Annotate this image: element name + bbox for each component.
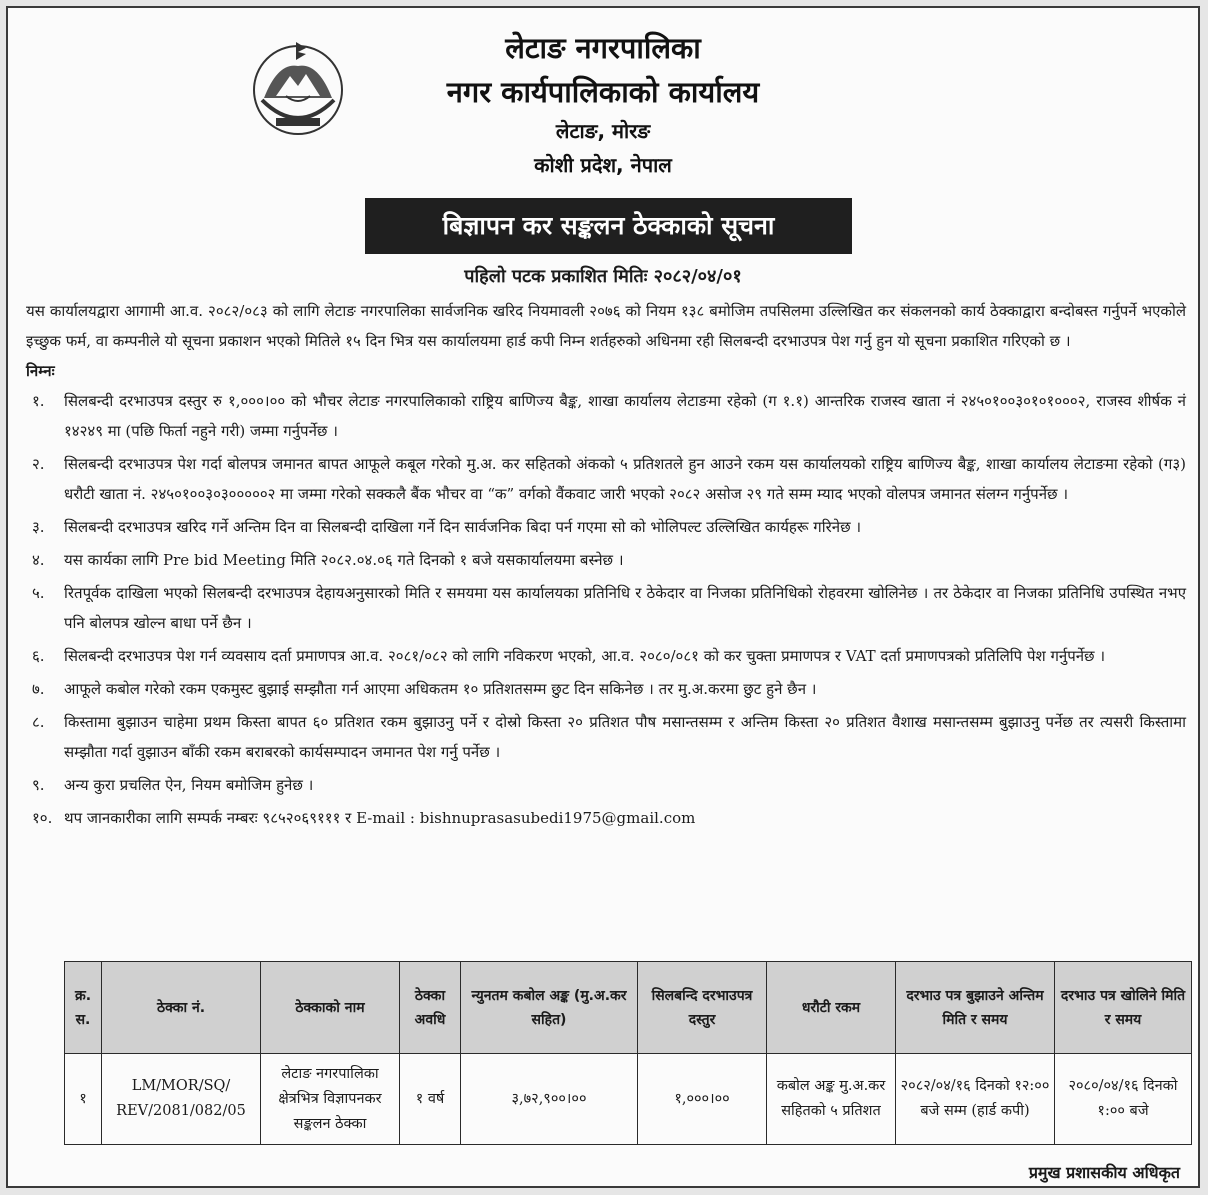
cell-bid-security: कबोल अङ्क मु.अ.कर सहितको ५ प्रतिशत [767, 1054, 896, 1145]
condition-text: अन्य कुरा प्रचलित ऐन, नियम बमोजिम हुनेछ । [64, 776, 314, 794]
cell-bid-fee: १,०००।०० [638, 1054, 767, 1145]
signatory-title: प्रमुख प्रशासकीय अधिकृत [1028, 1163, 1180, 1182]
condition-number: ६. [32, 647, 45, 665]
conditions-label: निम्नः [26, 362, 55, 380]
col-header-bid-security: धरौटी रकम [767, 962, 896, 1054]
published-date: पहिलो पटक प्रकाशित मितिः २०८२/०४/०१ [464, 266, 742, 287]
notice-body [26, 296, 1186, 836]
col-header-opening-date: दरभाउ पत्र खोलिने मिति र समय [1055, 962, 1192, 1054]
condition-text: यस कार्यका लागि Pre bid Meeting मिति २०८२.०४.०६ गते दिनको १ बजे यसकार्यालयमा बस्नेछ । [64, 551, 624, 569]
condition-number: १०. [32, 809, 53, 827]
contact-text: थप जानकारीका लागि सम्पर्क नम्बरः ९८५२०६९१११ र E-mail : bishnuprasasubedi1975@gmail.com [64, 809, 696, 827]
condition-text: सिलबन्दी दरभाउपत्र खरिद गर्ने अन्तिम दिन वा सिलबन्दी दाखिला गर्ने दिन सार्वजनिक बिदा पर्न गएमा सो को भोलिपल्ट उल्लिखित कार्यहरू गरिनेछ । [64, 518, 862, 536]
cell-submission-deadline: २०८२/०४/१६ दिनको १२:०० बजे सम्म (हार्ड कपी) [896, 1054, 1055, 1145]
office-name: नगर कार्यपालिकाको कार्यालय [446, 75, 760, 109]
condition-item [26, 578, 1186, 638]
cell-duration: १ वर्ष [400, 1054, 461, 1145]
office-province: कोशी प्रदेश, नेपाल [534, 153, 672, 177]
condition-number: ९. [32, 776, 45, 794]
cell-opening-date: २०८०/०४/१६ दिनको १:०० बजे [1055, 1054, 1192, 1145]
cell-contract-name: लेटाङ नगरपालिका क्षेत्रभित्र विज्ञापनकर सङ्कलन ठेक्का [261, 1054, 400, 1145]
condition-text: किस्तामा बुझाउन चाहेमा प्रथम किस्ता बापत ६० प्रतिशत रकम बुझाउनु पर्ने र दोस्रो किस्ता २० प्रतिशत पौष मसान्तसम्म र अन्तिम किस्ता २० प्रतिशत वैशाख मसान्तसम्म बुझाउनु पर्नेछ तर त्यसरी किस्तामा सम्झौता गर्दा वुझाउन बाँकी रकम बराबरको कार्यसम्पादन जमानत पेश गर्नु पर्नेछ । [64, 713, 1186, 761]
condition-number: ७. [32, 680, 45, 698]
condition-item [26, 707, 1186, 767]
col-header-min-bid: न्युनतम कबोल अङ्क (मु.अ.कर सहित) [461, 962, 638, 1054]
condition-number: ३. [32, 518, 45, 536]
col-header-duration: ठेक्का अवधि [400, 962, 461, 1054]
condition-item [26, 449, 1186, 509]
table-header-row [65, 962, 1192, 1054]
condition-text: सिलबन्दी दरभाउपत्र पेश गर्न व्यवसाय दर्ता प्रमाणपत्र आ.व. २०८१/०८२ को लागि नविकरण भएको, आ.व. २०८०/०८१ को कर चुक्ता प्रमाणपत्र र VAT दर्ता प्रमाणपत्रको प्रतिलिपि पेश गर्नुपर्नेछ । [64, 647, 1106, 665]
condition-number: २. [32, 455, 45, 473]
cell-serial: १ [65, 1054, 102, 1145]
condition-item [26, 641, 1186, 671]
cell-contract-no: LM/MOR/SQ/ REV/2081/082/05 [102, 1054, 261, 1145]
condition-item [26, 512, 1186, 542]
condition-text: सिलबन्दी दरभाउपत्र दस्तुर रु १,०००।०० को भौचर लेटाङ नगरपालिकाको राष्ट्रिय बाणिज्य बैङ्क, शाखा कार्यालय लेटाङमा रहेको (ग १.१) आन्तरिक राजस्व खाता नं २४५०१००३०१०१०००२, राजस्व शीर्षक नं १४२४९ मा (पछि फिर्ता नहुने गरी) जम्मा गर्नुपर्नेछ । [64, 392, 1186, 440]
condition-item [26, 386, 1186, 446]
office-location: लेटाङ, मोरङ [555, 119, 651, 143]
condition-number: ८. [32, 713, 45, 731]
condition-text: सिलबन्दी दरभाउपत्र पेश गर्दा बोलपत्र जमानत बापत आफूले कबूल गरेको मु.अ. कर सहितको अंकको ५ प्रतिशतले हुन आउने रकम यस कार्यालयको राष्ट्रिय बाणिज्य बैङ्क, शाखा कार्यालय लेटाङमा रहेको (ग३) धरौटी खाता नं. २४५०१००३०३०००००२ मा जम्मा गरेको सक्कलै बैंक भौचर वा “क” वर्गको वैंकवाट जारी भएको २०८२ असोज २९ गते सम्म म्याद भएको वोलपत्र जमानत संलग्न गर्नुपर्नेछ । [64, 455, 1186, 503]
col-header-contract-no: ठेक्का नं. [102, 962, 261, 1054]
table-row [65, 1054, 1192, 1145]
condition-item [26, 770, 1186, 800]
condition-item [26, 674, 1186, 704]
notice-title-banner: बिज्ञापन कर सङ्कलन ठेक्काको सूचना [365, 198, 852, 254]
cell-min-bid: ३,७२,९००।०० [461, 1054, 638, 1145]
col-header-serial: क्र. स. [65, 962, 102, 1054]
condition-number: ५. [32, 584, 45, 602]
condition-number: ४. [32, 551, 45, 569]
col-header-submission-deadline: दरभाउ पत्र बुझाउने अन्तिम मिति र समय [896, 962, 1055, 1054]
notice-frame [6, 6, 1200, 1188]
office-header [8, 26, 1198, 182]
condition-text: आफूले कबोल गरेको रकम एकमुस्ट बुझाई सम्झौता गर्न आएमा अधिकतम १० प्रतिशतसम्म छुट दिन सकिनेछ । तर मु.अ.करमा छुट हुने छैन । [64, 680, 817, 698]
col-header-bid-fee: सिलबन्दि दरभाउपत्र दस्तुर [638, 962, 767, 1054]
condition-item-contact [26, 803, 1186, 833]
condition-number: १. [32, 392, 45, 410]
municipality-name: लेटाङ नगरपालिका [505, 31, 701, 65]
col-header-contract-name: ठेक्काको नाम [261, 962, 400, 1054]
condition-item [26, 545, 1186, 575]
intro-paragraph: यस कार्यालयद्वारा आगामी आ.व. २०८२/०८३ को लागि लेटाङ नगरपालिका सार्वजनिक खरिद नियमावली २०७६ को नियम १३८ बमोजिम तपसिलमा उल्लिखित कर संकलनको कार्य ठेक्काद्वारा बन्दोबस्त गर्नुपर्ने भएकोले इच्छुक फर्म, वा कम्पनीले यो सूचना प्रकाशन भएको मितिले १५ दिन भित्र यस कार्यालयमा हार्ड कपी निम्न शर्तहरुको अधिनमा रही सिलबन्दी दरभाउपत्र पेश गर्नु हुन यो सूचना प्रकाशित गरिएको छ । [26, 302, 1186, 350]
condition-text: रितपूर्वक दाखिला भएको सिलबन्दी दरभाउपत्र देहायअनुसारको मिति र समयमा यस कार्यालयका प्रतिनिधि र ठेकेदार वा निजका प्रतिनिधिको रोहवरमा खोलिनेछ । तर ठेकेदार वा निजका प्रतिनिधि उपस्थित नभए पनि बोलपत्र खोल्न बाधा पर्ने छैन । [64, 584, 1186, 632]
tender-table [64, 961, 1192, 1145]
